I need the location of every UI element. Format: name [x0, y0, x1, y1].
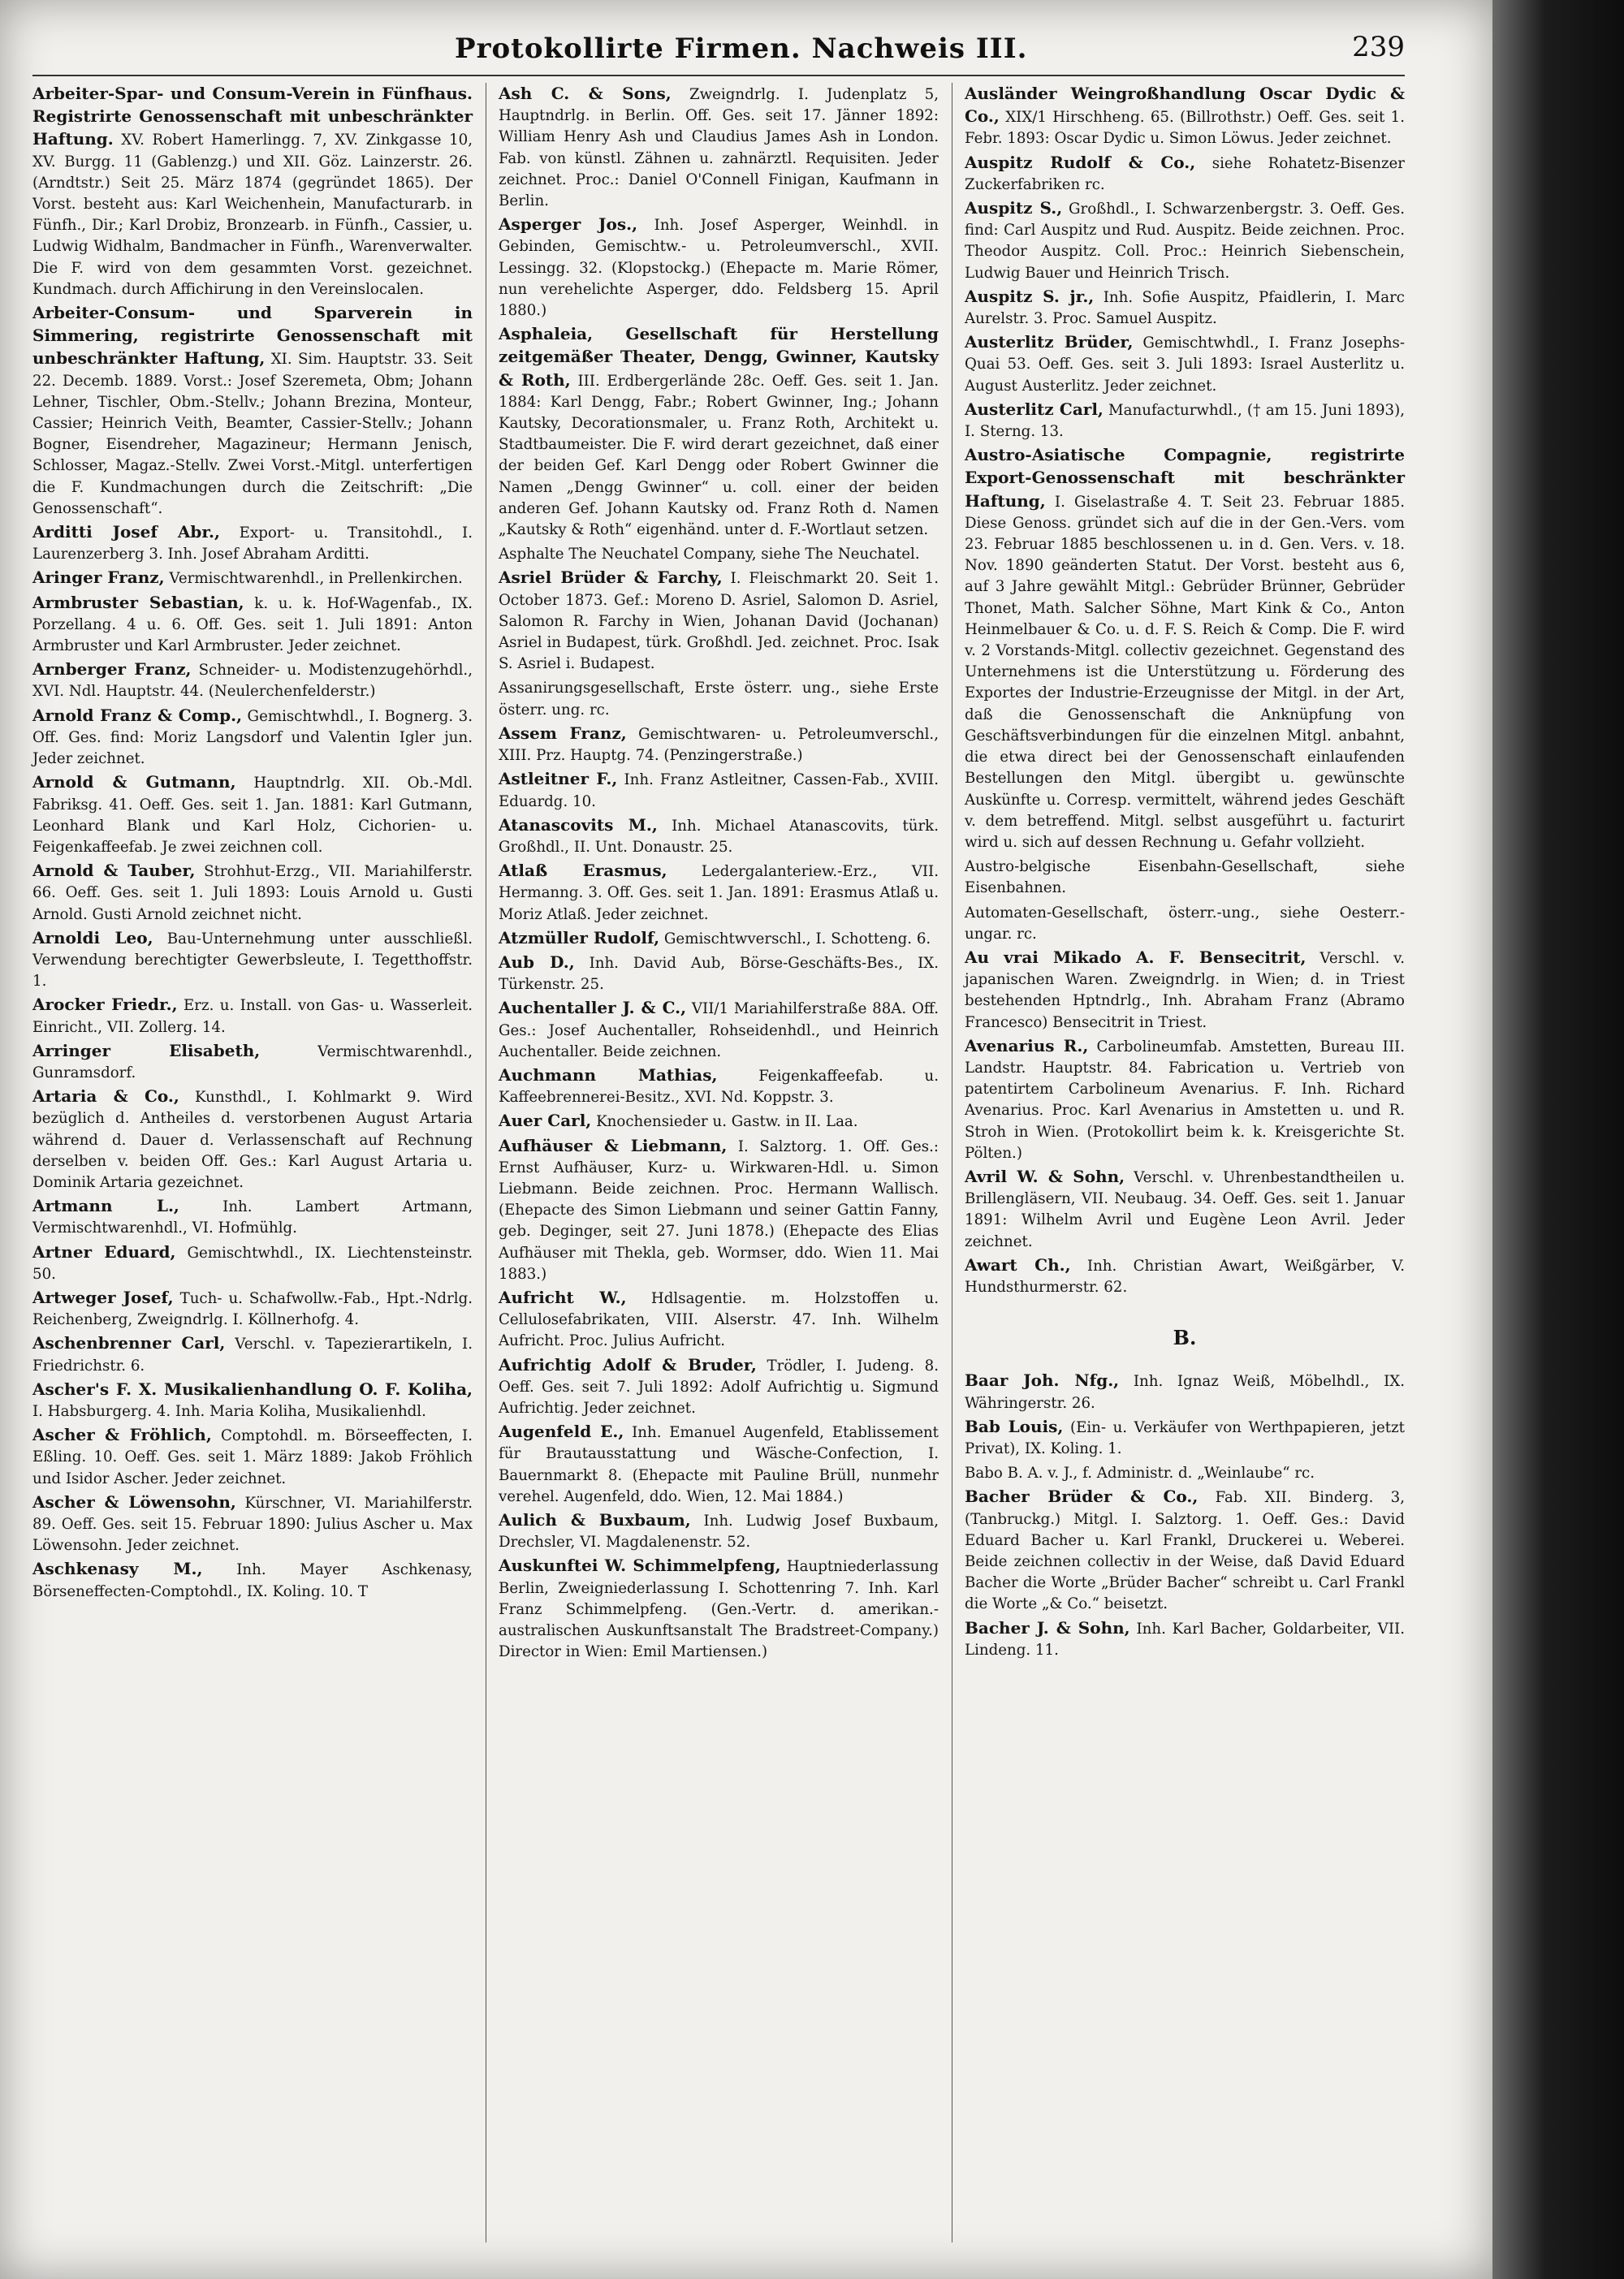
entry-details: Manufacturwhdl., († am 15. Juni 1893), I. Sterng. 13. — [965, 401, 1405, 441]
entry-firm-name: Arnold & Tauber, — [32, 861, 196, 881]
entry-details: Gemischtwaren- u. Petroleumverschl., XIII. Prz. Hauptg. 74. (Penzingerstraße.) — [499, 725, 939, 765]
entry-details: XI. Sim. Hauptstr. 33. Seit 22. Decemb. 1889. Vorst.: Josef Szeremeta, Obm; Johann Lehner, Tischler, Obm.-Stellv.; Johann Brezina, Monteur, Cassier; Heinrich Veith, Beamter, Cassier-Stellv.; Johann Bogner, Eisendreher, Magazineur; Hermann Jenisch, Schlosser, Magaz.-Stellv. Zwei Vorst.-Mitgl. unterfertigen die F. Kundmachungen durch die Zeitschrift: „Die Genossenschaft“. — [32, 351, 473, 517]
entry-firm-name: Artmann L., — [32, 1196, 179, 1216]
entry-firm-name: Augenfeld E., — [499, 1422, 624, 1442]
entry-firm-name: Atlaß Erasmus, — [499, 861, 667, 881]
directory-entry — [965, 331, 1405, 397]
entry-firm-name: Auchentaller J. & C., — [499, 998, 687, 1018]
page-number: 239 — [1352, 31, 1405, 63]
directory-entry — [32, 521, 473, 565]
entry-firm-name: Bacher J. & Sohn, — [965, 1617, 1130, 1638]
directory-entry — [965, 399, 1405, 442]
entry-details: Export- u. Transitohdl., I. Laurenzerberg 3. Inh. Josef Abraham Arditti. — [32, 524, 473, 563]
entry-details: Inh. Michael Atanascovits, türk. Großhdl., II. Unt. Donaustr. 25. — [499, 817, 939, 856]
directory-entry — [32, 994, 473, 1038]
entry-details: Gemischtwhdl., I. Bognerg. 3. Off. Ges. find: Moriz Langsdorf und Valentin Igler jun. Jeder zeichnet. — [32, 707, 473, 768]
page-title: Protokollirte Firmen. Nachweis III. — [455, 32, 1028, 65]
directory-entry — [965, 1166, 1405, 1253]
directory-entry — [965, 1416, 1405, 1460]
directory-entry — [499, 83, 939, 212]
directory-entry — [32, 1379, 473, 1422]
entry-details: Carbolineumfab. Amstetten, Bureau III. Landstr. Hauptstr. 84. Fabrication u. Vertrieb von patentirtem Carbolineum Avenarius. F. Inh. Richard Avenarius. Proc. Karl Avenarius in Amstetten u. und R. Stroh in Wien. (Protokollirt beim k. k. Kreisgerichte St. Pölten.) — [965, 1038, 1405, 1162]
entry-firm-name: Aufrichtig Adolf & Bruder, — [499, 1354, 757, 1375]
entry-details: Erz. u. Install. von Gas- u. Wasserleit. Einricht., VII. Zollerg. 14. — [32, 997, 473, 1036]
entry-details: Fab. XII. Binderg. 3, (Tanbruckg.) Mitgl. I. Salztorg. 1. Oeff. Ges.: David Eduard Bacher u. Karl Frankl, Druckerei u. Weberei. Beide zeichnen collectiv in der Weise, daß David Eduard Bacher die Worte „Brüder Bacher“ schreibt u. Carl Frankl die Worte „& Co.“ beisetzt. — [965, 1489, 1405, 1613]
entry-details: Schneider- u. Modistenzugehörhdl., XVI. Ndl. Hauptstr. 44. (Neulerchenfelderstr.) — [32, 662, 473, 701]
directory-entry — [499, 676, 939, 720]
header-rule — [32, 75, 1405, 76]
directory-entry — [499, 542, 939, 565]
directory-entry — [32, 860, 473, 926]
directory-entry — [32, 1086, 473, 1193]
entry-details: I. Fleischmarkt 20. Seit 1. October 1873. Gef.: Moreno D. Asriel, Salomon D. Asriel, Salomon R. Farchy in Wien, Johanan David (Jochanan) Asriel in Budapest, türk. Großhdl. Jed. zeichnet. Proc. Isak S. Asriel i. Budapest. — [499, 570, 939, 673]
entry-details: Gemischtwhdl., IX. Liechtensteinstr. 50. — [32, 1244, 473, 1283]
directory-entry — [32, 1195, 473, 1239]
entry-firm-name: Awart Ch., — [965, 1254, 1071, 1275]
entry-firm-name: Ascher's F. X. Musikalienhandlung O. F. Koliha, — [32, 1379, 473, 1399]
entry-details: Inh. Franz Astleitner, Cassen-Fab., XVIII. Eduardg. 10. — [499, 771, 939, 810]
entry-details: Ledergalanteriew.-Erz., VII. Hermanng. 3. Off. Ges. seit 1. Jan. 1891: Erasmus Atlaß u. Moriz Atlaß. Jeder zeichnet. — [499, 863, 939, 923]
directory-entry — [965, 444, 1405, 853]
entry-firm-name: Auspitz Rudolf & Co., — [965, 152, 1196, 172]
entry-details: Kürschner, VI. Mariahilferstr. 89. Oeff. Ges. seit 15. Februar 1890: Julius Ascher u. Max Löwensohn. Jeder zeichnet. — [32, 1494, 473, 1555]
entry-details: Verschl. v. Uhrenbestandtheilen u. Brillengläsern, VII. Neubaug. 34. Oeff. Ges. seit 1. Januar 1891: Wilhelm Avril und Eugène Leon Avril. Jeder zeichnet. — [965, 1168, 1405, 1250]
directory-entry — [32, 1558, 473, 1602]
entry-details: Inh. Christian Awart, Weißgärber, V. Hundsthurmerstr. 62. — [965, 1257, 1405, 1296]
entry-details: I. Giselastraße 4. T. Seit 23. Februar 1885. Diese Genoss. gründet sich auf die in der Gen.-Vers. vom 23. Februar 1885 beschlossenen u. in d. Gen. Vers. v. 18. Nov. 1890 geänderten Statut. Der Vorst. besteht aus 6, auf 3 Jahre gewählt Mitgl.: Gebrüder Brünner, Gebrüder Thonet, Math. Salcher Söhne, Mart Kink & Co., Anton Heinmelbauer & Co. u. d. F. S. Reich & Comp. Die F. wird v. 2 Vorstands-Mitgl. collectiv gezeichnet. Gegenstand des Unternehmens ist die Unterstützung u. Förderung des Exportes der Industrie-Erzeugnisse der Mitgl. in der Art, daß die Genossenschaft die Anknüpfung von Geschäftsverbindungen für die einzelnen Mitgl. anbahnt, die etwa direct bei der Genossenschaft einlaufenden Bestellungen den Mitgl. übergibt u. gewünschte Auskünfte u. Corresp. vermittelt, während jedes Geschäft v. dem betreffend. Mitgl. selbst ausgeführt u. facturirt wird u. sich auf dessen Rechnung u. Gefahr vollzieht. — [965, 493, 1405, 851]
directory-entry — [499, 927, 939, 950]
directory-entry — [32, 592, 473, 658]
directory-entry — [965, 152, 1405, 196]
entry-details: I. Habsburgerg. 4. Inh. Maria Koliha, Musikalienhdl. — [32, 1402, 426, 1420]
entry-firm-name: Arnold & Gutmann, — [32, 772, 236, 792]
directory-entry — [965, 1370, 1405, 1414]
directory-entry — [32, 567, 473, 589]
directory-entry — [499, 1555, 939, 1663]
entry-firm-name: Atanascovits M., — [499, 814, 658, 835]
entry-details: Trödler, I. Judeng. 8. Oeff. Ges. seit 7. Juli 1892: Adolf Aufrichtig u. Sigmund Aufrichtig. Jeder zeichnet. — [499, 1357, 939, 1417]
directory-entry — [965, 197, 1405, 284]
entry-firm-name: Au vrai Mikado A. F. Bensecitrit, — [965, 947, 1307, 967]
scan-edge — [1492, 0, 1624, 2279]
entry-firm-name: Auer Carl, — [499, 1111, 592, 1131]
directory-entry — [965, 1486, 1405, 1615]
column-2 — [499, 83, 939, 1664]
entry-firm-name: Arnoldi Leo, — [32, 927, 153, 947]
entry-details: Gemischtwhdl., I. Franz Josephs-Quai 53. Oeff. Ges. seit 3. Juli 1893: Israel Austerlitz u. August Austerlitz. Jeder zeichnet. — [965, 335, 1405, 395]
directory-entry — [965, 947, 1405, 1034]
entry-firm-name: Aschkenasy M., — [32, 1559, 203, 1579]
entry-firm-name: Arnberger Franz, — [32, 659, 192, 680]
entry-firm-name: Auspitz S. jr., — [965, 286, 1095, 306]
entry-details: k. u. k. Hof-Wagenfab., IX. Porzellang. 4 u. 6. Off. Ges. seit 1. Juli 1891: Anton Armbruster und Karl Armbruster. Jeder zeichnet. — [32, 594, 473, 655]
entry-firm-name: Bab Louis, — [965, 1416, 1064, 1436]
entry-firm-name: Atzmüller Rudolf, — [499, 927, 660, 947]
entry-details: Knochensieder u. Gastw. in II. Laa. — [596, 1113, 858, 1131]
entry-details: Inh. Ignaz Weiß, Möbelhdl., IX. Währingerstr. 26. — [965, 1373, 1405, 1412]
section-letter-heading: B. — [1173, 1326, 1197, 1350]
entry-details: Feigenkaffeefab. u. Kaffeebrennerei-Besitz., XVI. Nd. Koppstr. 3. — [499, 1067, 939, 1107]
entry-firm-name: Arditti Josef Abr., — [32, 522, 220, 542]
entry-firm-name: Arbeiter-Spar- und Consum-Verein in Fünfhaus. Registrirte Genossenschaft mit unbeschränkter Haftung. — [32, 84, 473, 149]
entry-details: Vermischtwarenhdl., Gunramsdorf. — [32, 1042, 473, 1081]
entry-details: Inh. Sofie Auspitz, Pfaidlerin, I. Marc Aurelstr. 3. Proc. Samuel Auspitz. — [965, 288, 1405, 328]
entry-details: Strohhut-Erzg., VII. Mariahilferstr. 66. Oeff. Ges. seit 1. Juli 1893: Louis Arnold u. Gusti Arnold. Gusti Arnold zeichnet nicht. — [32, 863, 473, 923]
directory-entry — [32, 658, 473, 702]
directory-entry — [32, 927, 473, 993]
entry-details: Assanirungsgesellschaft, Erste österr. ung., siehe Erste österr. ung. rc. — [499, 680, 939, 719]
entry-firm-name: Arringer Elisabeth, — [32, 1040, 261, 1060]
entry-details: Comptohdl. m. Börseeffecten, I. Eßling. 10. Oeff. Ges. seit 1. März 1889: Jakob Fröhlich und Isidor Ascher. Jeder zeichnet. — [32, 1427, 473, 1487]
entry-firm-name: Arbeiter-Consum- und Sparverein in Simmering, registrirte Genossenschaft mit unbeschränkter Haftung, — [32, 303, 473, 369]
directory-entry — [499, 1354, 939, 1420]
entry-details: Bau-Unternehmung unter ausschließl. Verwendung berechtigter Gewerbsleute, I. Tegetthoffstr. 1. — [32, 930, 473, 991]
entry-details: Inh. Ludwig Josef Buxbaum, Drechsler, VI. Magdalenenstr. 52. — [499, 1513, 939, 1552]
directory-entry — [499, 860, 939, 926]
entry-firm-name: Asriel Brüder & Farchy, — [499, 568, 723, 588]
directory-entry — [32, 1332, 473, 1376]
entry-firm-name: Ascher & Löwensohn, — [32, 1491, 236, 1512]
entry-firm-name: Astleitner F., — [499, 769, 618, 789]
directory-entry — [32, 83, 473, 300]
entry-details: I. Salztorg. 1. Off. Ges.: Ernst Aufhäuser, Kurz- u. Wirkwaren-Hdl. u. Simon Liebmann. Beide zeichnen. Proc. Hermann Wallisch. (Ehepacte des Simon Liebmann und seiner Gattin Fanny, geb. Deginger, seit 27. Juni 1878.) (Ehepacte des Elias Aufhäuser mit Thekla, geb. Wormser, ddo. Wien 11. Mai 1883.) — [499, 1137, 939, 1283]
entry-firm-name: Armbruster Sebastian, — [32, 592, 244, 612]
entry-firm-name: Ausländer Weingroßhandlung Oscar Dydic & Co., — [965, 84, 1405, 127]
directory-entry — [499, 997, 939, 1063]
entry-firm-name: Aufricht W., — [499, 1287, 627, 1307]
entry-details: Verschl. v. Tapezierartikeln, I. Friedrichstr. 6. — [32, 1336, 473, 1375]
page-header — [32, 28, 1405, 76]
entry-firm-name: Aub D., — [499, 952, 575, 972]
entry-firm-name: Aufhäuser & Liebmann, — [499, 1135, 728, 1155]
entry-firm-name: Avenarius R., — [965, 1035, 1089, 1055]
entry-firm-name: Artweger Josef, — [32, 1287, 174, 1307]
entry-details: III. Erdbergerlände 28c. Oeff. Ges. seit 1. Jan. 1884: Karl Dengg, Fabr.; Robert Gwinner, Ing.; Johann Kautsky, Decorationsmaler, u. Franz Roth, Architekt u. Stadtbaumeister. Die F. wird derart gezeichnet, daß einer der beiden Gef. Karl Dengg oder Robert Gwinner die Namen „Dengg Gwinner“ u. coll. einer der beiden anderen Gef. Johann Kautsky od. Franz Roth d. Namen „Kautsky & Roth“ eigenhänd. unter d. F.-Wortlaut setzen. — [499, 372, 939, 539]
entry-details: siehe Rohatetz-Bisenzer Zuckerfabriken rc. — [965, 154, 1405, 193]
entry-firm-name: Aringer Franz, — [32, 568, 165, 588]
directory-entry — [965, 1461, 1405, 1484]
entry-details: Tuch- u. Schafwollw.-Fab., Hpt.-Ndrlg. Reichenberg, Zweigndrlg. I. Köllnerhofg. 4. — [32, 1289, 473, 1329]
entry-firm-name: Auchmann Mathias, — [499, 1064, 718, 1085]
entry-details: (Ein- u. Verkäufer von Werthpapieren, jetzt Privat), IX. Koling. 1. — [965, 1418, 1405, 1457]
entry-details: Vermischtwarenhdl., in Prellenkirchen. — [169, 570, 463, 588]
entry-firm-name: Avril W. & Sohn, — [965, 1166, 1125, 1186]
directory-entry — [965, 1254, 1405, 1298]
entry-details: Automaten-Gesellschaft, österr.-ung., siehe Oesterr.-ungar. rc. — [965, 904, 1405, 943]
directory-entry — [965, 901, 1405, 945]
entry-details: Gemischtwverschl., I. Schotteng. 6. — [663, 930, 931, 947]
entry-firm-name: Bacher Brüder & Co., — [965, 1487, 1199, 1507]
entry-firm-name: Artner Eduard, — [32, 1241, 176, 1262]
directory-entry — [32, 1424, 473, 1490]
directory-entry — [965, 1035, 1405, 1164]
directory-entry — [32, 302, 473, 520]
directory-entry — [499, 768, 939, 812]
entry-firm-name: Ash C. & Sons, — [499, 84, 672, 103]
directory-entry — [499, 1287, 939, 1353]
entry-details: XV. Robert Hamerlingg. 7, XV. Zinkgasse 10, XV. Burgg. 11 (Gablenzg.) und XII. Göz. Lainzerstr. 26. (Arndtstr.) Seit 25. März 1874 (gegründet 1865). Der Vorst. besteht aus: Karl Weichenhein, Manufacturarb. in Fünfh., Dir.; Karl Drobiz, Bronzearb. in Fünfh., Cassier, u. Ludwig Widhalm, Bandmacher in Fünfh., Warenverwalter. Die F. wird von dem gesammten Vorst. gezeichnet. Kundmach. durch Affichirung in den Vereinslocalen. — [32, 132, 473, 298]
entry-details: Babo B. A. v. J., f. Administr. d. „Weinlaube“ rc. — [965, 1465, 1315, 1483]
directory-entry — [965, 855, 1405, 899]
entry-firm-name: Arnold Franz & Comp., — [32, 705, 243, 725]
column-1 — [32, 83, 473, 1604]
entry-firm-name: Asperger Jos., — [499, 214, 638, 235]
entry-firm-name: Aulich & Buxbaum, — [499, 1510, 691, 1530]
directory-entry — [32, 1241, 473, 1285]
entry-firm-name: Assem Franz, — [499, 723, 627, 743]
entry-details: Asphalte The Neuchatel Company, siehe The Neuchatel. — [499, 546, 920, 563]
entry-firm-name: Austerlitz Carl, — [965, 399, 1104, 419]
directory-entry — [32, 1491, 473, 1557]
entry-details: VII/1 Mariahilferstraße 88A. Off. Ges.: Josef Auchentaller, Rohseidenhdl., und Heinrich Auchentaller. Beide zeichnen. — [499, 1000, 939, 1060]
entry-details: Austro-belgische Eisenbahn-Gesellschaft, siehe Eisenbahnen. — [965, 858, 1405, 897]
entry-firm-name: Austro-Asiatische Compagnie, registrirte Export-Genossenschaft mit beschränkter Haftung, — [965, 445, 1405, 511]
directory-entry — [499, 214, 939, 322]
entry-details: Hdlsagentie. m. Holzstoffen u. Cellulosefabrikaten, VIII. Alserstr. 47. Inh. Wilhelm Aufricht. Proc. Julius Aufricht. — [499, 1289, 939, 1350]
directory-entry — [499, 567, 939, 675]
directory-entry — [499, 1110, 939, 1133]
directory-entry — [499, 723, 939, 766]
directory-entry — [32, 705, 473, 770]
directory-entry — [32, 1287, 473, 1331]
entry-details: Hauptniederlassung Berlin, Zweigniederlassung I. Schottenring 7. Inh. Karl Franz Schimmelpfeng. (Gen.-Vertr. d. amerikan.-australischen Auskunftsanstalt The Bradstreet-Company.) Director in Wien: Emil Martiensen.) — [499, 1558, 939, 1661]
directory-entry — [499, 814, 939, 858]
entry-firm-name: Austerlitz Brüder, — [965, 332, 1134, 352]
directory-entry — [499, 323, 939, 541]
directory-entry — [32, 771, 473, 858]
directory-entry — [499, 1135, 939, 1285]
entry-firm-name: Auskunftei W. Schimmelpfeng, — [499, 1556, 781, 1576]
entry-firm-name: Artaria & Co., — [32, 1086, 179, 1107]
entry-details: Inh. Mayer Aschkenasy, Börseneffecten-Comptohdl., IX. Koling. 10. T — [32, 1561, 473, 1600]
entry-firm-name: Baar Joh. Nfg., — [965, 1370, 1120, 1391]
entry-details: Hauptndrlg. XII. Ob.-Mdl. Fabriksg. 41. Oeff. Ges. seit 1. Jan. 1881: Karl Gutmann, Leonhard Blank und Karl Holz, Cichorien- u. Feigenkaffeefab. Je zwei zeichnen coll. — [32, 775, 473, 856]
entry-details: Großhdl., I. Schwarzenbergstr. 3. Oeff. Ges. find: Carl Auspitz und Rud. Auspitz. Beide zeichnen. Proc. Theodor Auspitz. Coll. Proc.: Heinrich Siebenschein, Ludwig Bauer und Heinrich Trisch. — [965, 201, 1405, 282]
entry-details: Zweigndrlg. I. Judenplatz 5, Hauptndrlg. in Berlin. Off. Ges. seit 17. Jänner 1892: William Henry Ash und Claudius James Ash in London. Fab. von künstl. Zähnen u. zahnärztl. Requisiten. Jeder zeichnet. Proc.: Daniel O'Connell Finigan, Kaufmann in Berlin. — [499, 86, 939, 210]
entry-details: Verschl. v. japanischen Waren. Zweigndrlg. in Wien; d. in Triest bestehenden Hptndrlg., Inh. Abraham Franz (Abramo Francesco) Bensecitrit in Triest. — [965, 949, 1405, 1031]
directory-entry — [965, 286, 1405, 330]
entry-firm-name: Asphaleia, Gesellschaft für Herstellung zeitgemäßer Theater, Dengg, Gwinner, Kautsky & Roth, — [499, 324, 939, 390]
entry-firm-name: Aschenbrenner Carl, — [32, 1333, 226, 1353]
directory-entry — [965, 83, 1405, 150]
directory-entry — [499, 1421, 939, 1508]
entry-details: XIX/1 Hirschheng. 65. (Billrothstr.) Oeff. Ges. seit 1. Febr. 1893: Oscar Dydic u. Simon Löwus. Jeder zeichnet. — [965, 109, 1405, 148]
column-3 — [965, 83, 1405, 1663]
entry-details: Kunsthdl., I. Kohlmarkt 9. Wird bezüglich d. Antheiles d. verstorbenen August Artaria während d. Dauer d. Verlassenschaft auf Rechnung derselben v. beiden Off. Ges.: Karl August Artaria u. Dominik Artaria gezeichnet. — [32, 1089, 473, 1191]
directory-entry — [32, 1040, 473, 1084]
directory-entry — [499, 1064, 939, 1108]
entry-firm-name: Auspitz S., — [965, 198, 1063, 218]
entry-details: Inh. Emanuel Augenfeld, Etablissement für Brautausstattung und Wäsche-Confection, I. Bauernmarkt 8. (Ehepacte mit Pauline Brüll, nunmehr verehel. Augenfeld, ddo. Wien, 12. Mai 1884.) — [499, 1424, 939, 1505]
entry-firm-name: Ascher & Fröhlich, — [32, 1425, 212, 1445]
entry-details: Inh. Karl Bacher, Goldarbeiter, VII. Lindeng. 11. — [965, 1620, 1405, 1659]
directory-entry — [965, 1617, 1405, 1661]
entry-details: Inh. David Aub, Börse-Geschäfts-Bes., IX. Türkenstr. 25. — [499, 954, 939, 994]
directory-entry — [499, 1509, 939, 1553]
directory-entry — [499, 952, 939, 995]
entry-details: Inh. Josef Asperger, Weinhdl. in Gebinden, Gemischtw.- u. Petroleumverschl., XVII. Lessingg. 32. (Klopstockg.) (Ehepacte m. Marie Römer, nun verehelichte Asperger, ddo. Feldsberg 15. April 1880.) — [499, 217, 939, 320]
entry-details: Inh. Lambert Artmann, Vermischtwarenhdl., VI. Hofmühlg. — [32, 1198, 473, 1237]
entry-firm-name: Arocker Friedr., — [32, 995, 178, 1015]
